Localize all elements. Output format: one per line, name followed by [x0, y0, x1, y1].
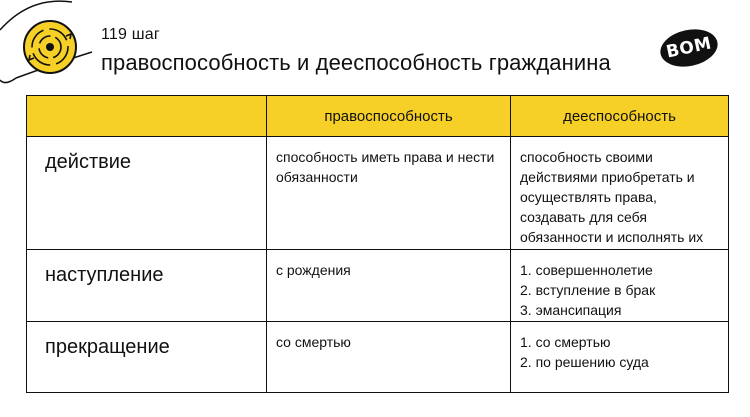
brand-logo: [657, 24, 721, 71]
row-label: прекращение: [27, 322, 267, 393]
table-header-legal-capacity: правоспособность: [267, 96, 511, 137]
table-cell: способность своими действиями приобретать и осуществлять права, создавать для себя обязанности и исполнять их: [511, 137, 729, 250]
table-header-empty: [27, 96, 267, 137]
row-label: действие: [27, 137, 267, 250]
table-cell: со смертью: [267, 322, 511, 393]
table-row: [27, 250, 729, 322]
page-title: правоспособность и дееспособность гражданина: [101, 50, 611, 75]
table-cell: способность иметь права и нести обязанности: [267, 137, 511, 250]
table-cell: 1. совершеннолетие 2. вступление в брак 3. эмансипация: [511, 250, 729, 322]
step-label: 119 шаг: [101, 26, 160, 43]
table-header-row: [27, 96, 729, 137]
table-row: [27, 322, 729, 393]
comparison-table: [26, 95, 729, 393]
brand-logo-text: ВОМ: [664, 33, 714, 63]
table-cell: 1. со смертью 2. по решению суда: [511, 322, 729, 393]
table-row: [27, 137, 729, 250]
row-label: наступление: [27, 250, 267, 322]
spiral-badge-icon: [0, 0, 100, 100]
course-logo: [0, 0, 100, 100]
table-cell: с рождения: [267, 250, 511, 322]
table-header-active-capacity: дееспособность: [511, 96, 729, 137]
